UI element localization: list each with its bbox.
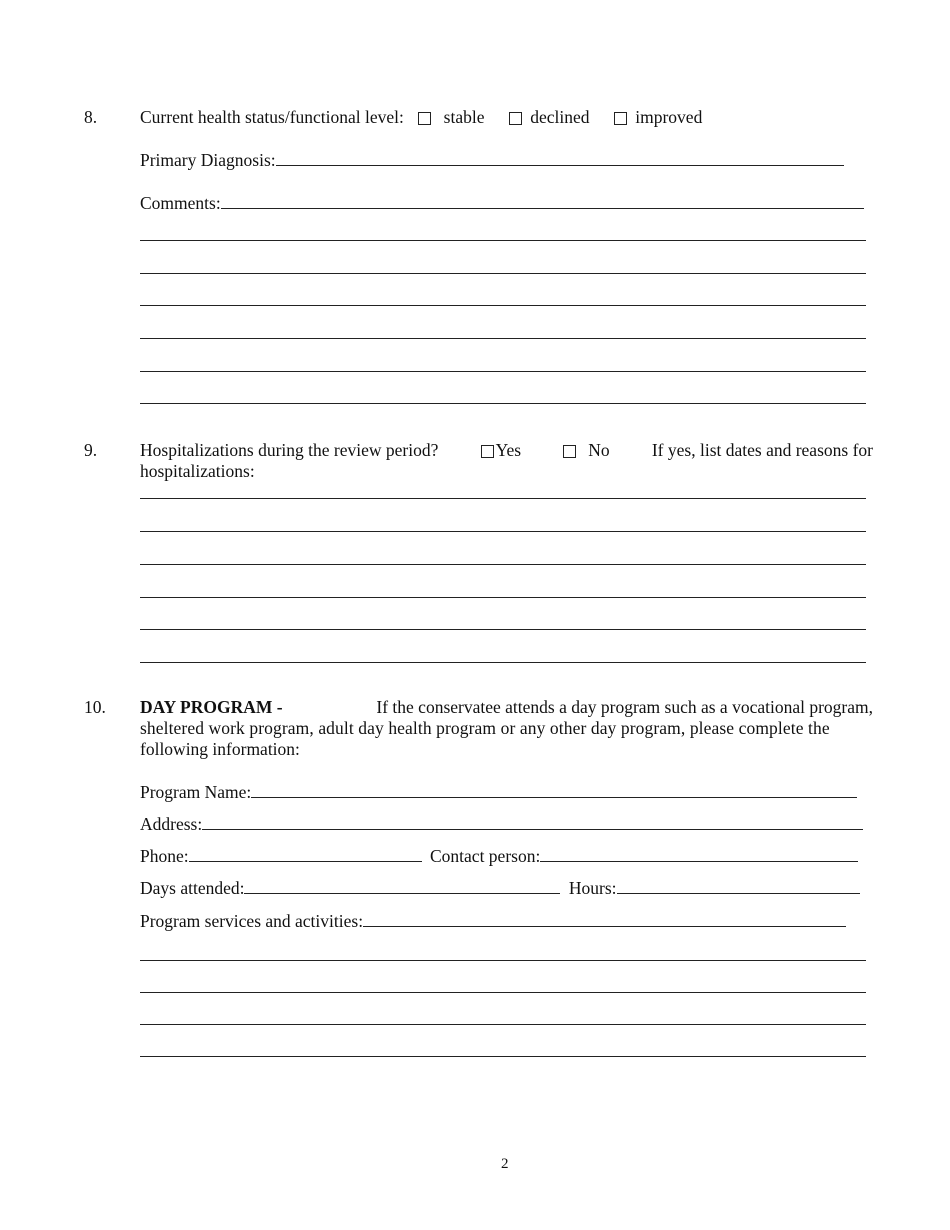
- program-services-line[interactable]: [363, 912, 846, 927]
- day-program-intro-1: If the conservatee attends a day program such as a vocational program,: [376, 697, 873, 717]
- declined-checkbox[interactable]: [509, 112, 522, 125]
- program-name-line[interactable]: [251, 783, 857, 798]
- hospitalization-line[interactable]: [140, 597, 866, 598]
- yes-label: Yes: [495, 440, 522, 460]
- program-services-line[interactable]: [140, 960, 866, 961]
- contact-person-line[interactable]: [540, 847, 858, 862]
- primary-diagnosis-label: Primary Diagnosis:: [140, 150, 276, 170]
- stable-checkbox[interactable]: [418, 112, 431, 125]
- question-9-number: 9.: [84, 440, 98, 460]
- hours-label: Hours:: [568, 878, 617, 898]
- hospitalization-line[interactable]: [140, 629, 866, 630]
- improved-checkbox[interactable]: [614, 112, 627, 125]
- day-program-heading: DAY PROGRAM -: [140, 697, 283, 717]
- program-name-label: Program Name:: [140, 782, 252, 802]
- question-8-number: 8.: [84, 107, 98, 127]
- address-line[interactable]: [202, 815, 863, 830]
- day-program-intro-2: sheltered work program, adult day health program or any other day program, please complete the: [140, 718, 830, 738]
- primary-diagnosis-field[interactable]: [140, 150, 844, 171]
- hospitalization-continued: hospitalizations:: [140, 461, 255, 481]
- no-checkbox[interactable]: [563, 445, 576, 458]
- comments-line[interactable]: [140, 305, 866, 306]
- comments-line[interactable]: [221, 194, 864, 209]
- no-label: No: [588, 440, 610, 460]
- question-10-number: 10.: [84, 697, 106, 717]
- days-attended-line[interactable]: [244, 879, 560, 894]
- hospitalization-question: Hospitalizations during the review period?: [140, 440, 439, 460]
- hospitalization-row: [140, 440, 873, 461]
- declined-label: declined: [530, 107, 590, 127]
- contact-person-label: Contact person:: [430, 846, 541, 866]
- hospitalization-line[interactable]: [140, 531, 866, 532]
- address-label: Address:: [140, 814, 203, 834]
- hospitalization-line[interactable]: [140, 498, 866, 499]
- phone-contact-row: [140, 846, 858, 867]
- comments-field[interactable]: [140, 193, 864, 214]
- comments-line[interactable]: [140, 240, 866, 241]
- no-option: [563, 440, 609, 461]
- days-attended-label: Days attended:: [140, 878, 245, 898]
- program-name-field[interactable]: [140, 782, 857, 803]
- yes-checkbox[interactable]: [481, 445, 494, 458]
- hospitalization-line[interactable]: [140, 564, 866, 565]
- primary-diagnosis-line[interactable]: [276, 151, 844, 166]
- health-status-label: Current health status/functional level:: [140, 107, 404, 127]
- phone-label: Phone:: [140, 846, 189, 866]
- program-services-line[interactable]: [140, 1056, 866, 1057]
- address-field[interactable]: [140, 814, 863, 835]
- day-program-intro-3: following information:: [140, 739, 300, 759]
- comments-line[interactable]: [140, 371, 866, 372]
- hospitalization-line[interactable]: [140, 662, 866, 663]
- hours-line[interactable]: [617, 879, 860, 894]
- yes-option: [481, 440, 521, 461]
- days-hours-row: [140, 878, 860, 899]
- day-program-line-1: [140, 697, 873, 718]
- health-status-row: [140, 107, 702, 128]
- hospitalization-instructions: If yes, list dates and reasons for: [651, 440, 873, 460]
- comments-label: Comments:: [140, 193, 221, 213]
- program-services-line[interactable]: [140, 1024, 866, 1025]
- program-services-field[interactable]: [140, 911, 846, 932]
- comments-line[interactable]: [140, 273, 866, 274]
- program-services-label: Program services and activities:: [140, 911, 364, 931]
- comments-line[interactable]: [140, 338, 866, 339]
- page-number: 2: [501, 1156, 509, 1172]
- program-services-line[interactable]: [140, 992, 866, 993]
- stable-label: stable: [443, 107, 485, 127]
- improved-label: improved: [635, 107, 703, 127]
- phone-line[interactable]: [189, 847, 422, 862]
- comments-line[interactable]: [140, 403, 866, 404]
